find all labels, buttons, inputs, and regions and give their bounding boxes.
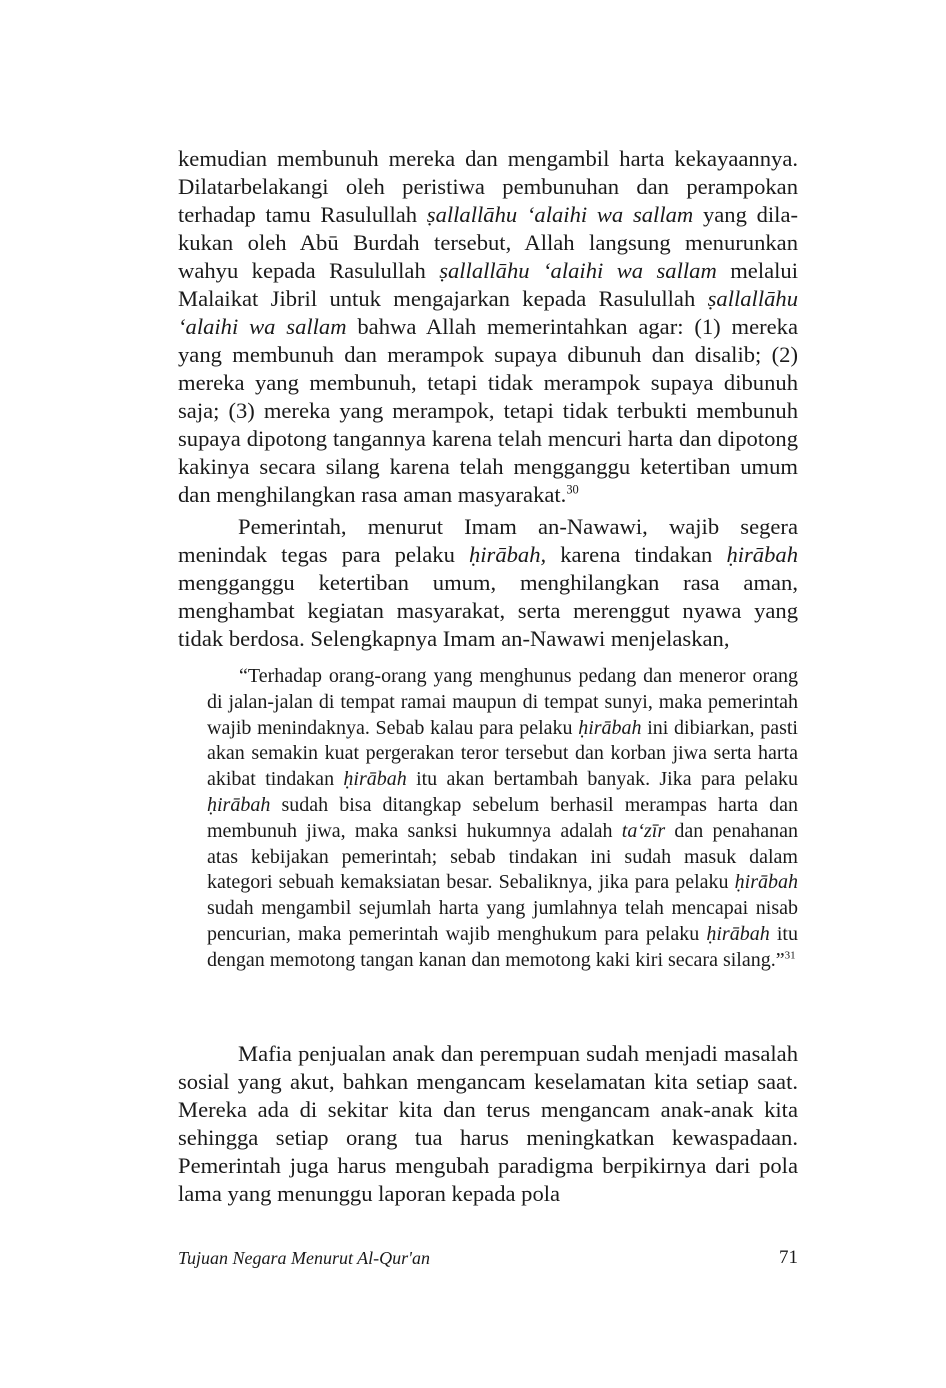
paragraph-2-text: Pemerintah, menurut Imam an-Nawawi, wajib segera menindak tegas para pelaku ḥirābah, karena tindakan ḥirābah mengganggu ketertiban umum, menghilangkan rasa aman, menghambat kegiatan masyarakat, serta merenggut nyawa yang tidak berdosa. Selengkapnya Imam an-Nawawi menjelaskan, [178, 514, 798, 651]
block-quote-text: “Terhadap orang-orang yang menghunus pedang dan meneror orang di jalan-jalan di tempat ramai maupun di tempat sunyi, maka pemerintah wajib menindaknya. Sebab kalau para pelaku ḥirābah ini dibiarkan, pasti akan semakin kuat pergerakan teror tersebut dan korban jiwa serta harta akibat tindakan ḥirābah itu akan bertambah banyak. Jika para pelaku ḥirābah sudah bisa ditangkap sebelum berhasil merampas harta dan membunuh jiwa, maka sanksi hukumnya adalah ta‘zīr dan penahanan atas kebijakan pemerintah; sebab tindakan ini sudah masuk dalam kategori sebuah kemaksiatan besar. Sebaliknya, jika para pelaku ḥirābah sudah mengambil sejumlah harta yang jumlahnya telah mencapai nisab pencurian, maka pemerintah wajib menghukum para pelaku ḥirābah itu dengan memotong tangan kanan dan memotong kaki kiri secara silang.” [207, 665, 799, 971]
paragraph-3 [178, 1040, 798, 1208]
page-number: 71 [779, 1247, 798, 1268]
footnote-ref-31: 31 [784, 949, 796, 962]
block-quote [207, 664, 798, 974]
footnote-ref-30: 30 [566, 482, 579, 497]
running-footer-title: Tujuan Negara Menurut Al-Qur'an [178, 1248, 431, 1268]
paragraph-1-text: kemudian membunuh mereka dan mengambil harta kekayaannya. Dilatarbelakangi oleh peristiwa pembunuhan dan perampokan terhadap tamu Rasulullah ṣallallāhu ‘alaihi wa sallam yang dilakukan oleh Abū Burdah tersebut, Allah langsung menurunkan wahyu kepada Rasulullah ṣallallāhu ‘alaihi wa sallam melalui Malaikat Jibril untuk mengajarkan kepada Rasulullah ṣallallāhu ‘alaihi wa sallam bahwa Allah memerintahkan agar: (1) mereka yang membunuh dan merampok supaya dibunuh dan disalib; (2) mereka yang membunuh, tetapi tidak merampok supaya dibunuh saja; (3) mereka yang merampok, tetapi tidak terbukti membunuh supaya dipotong tangannya karena telah mencuri harta dan dipotong kakinya secara silang karena telah mengganggu ketertiban umum dan menghilangkan rasa aman masyarakat. [178, 146, 798, 507]
paragraph-1 [178, 145, 798, 509]
paragraph-3-text: Mafia penjualan anak dan perempuan sudah menjadi masalah sosial yang akut, bahkan mengancam keselamatan kita setiap saat. Mereka ada di sekitar kita dan terus mengancam anak-anak kita sehingga setiap orang tua harus meningkatkan kewaspadaan. Pemerintah juga harus mengubah paradigma berpikirnya dari pola lama yang menunggu laporan kepada pola [178, 1041, 798, 1206]
paragraph-2 [178, 513, 798, 653]
